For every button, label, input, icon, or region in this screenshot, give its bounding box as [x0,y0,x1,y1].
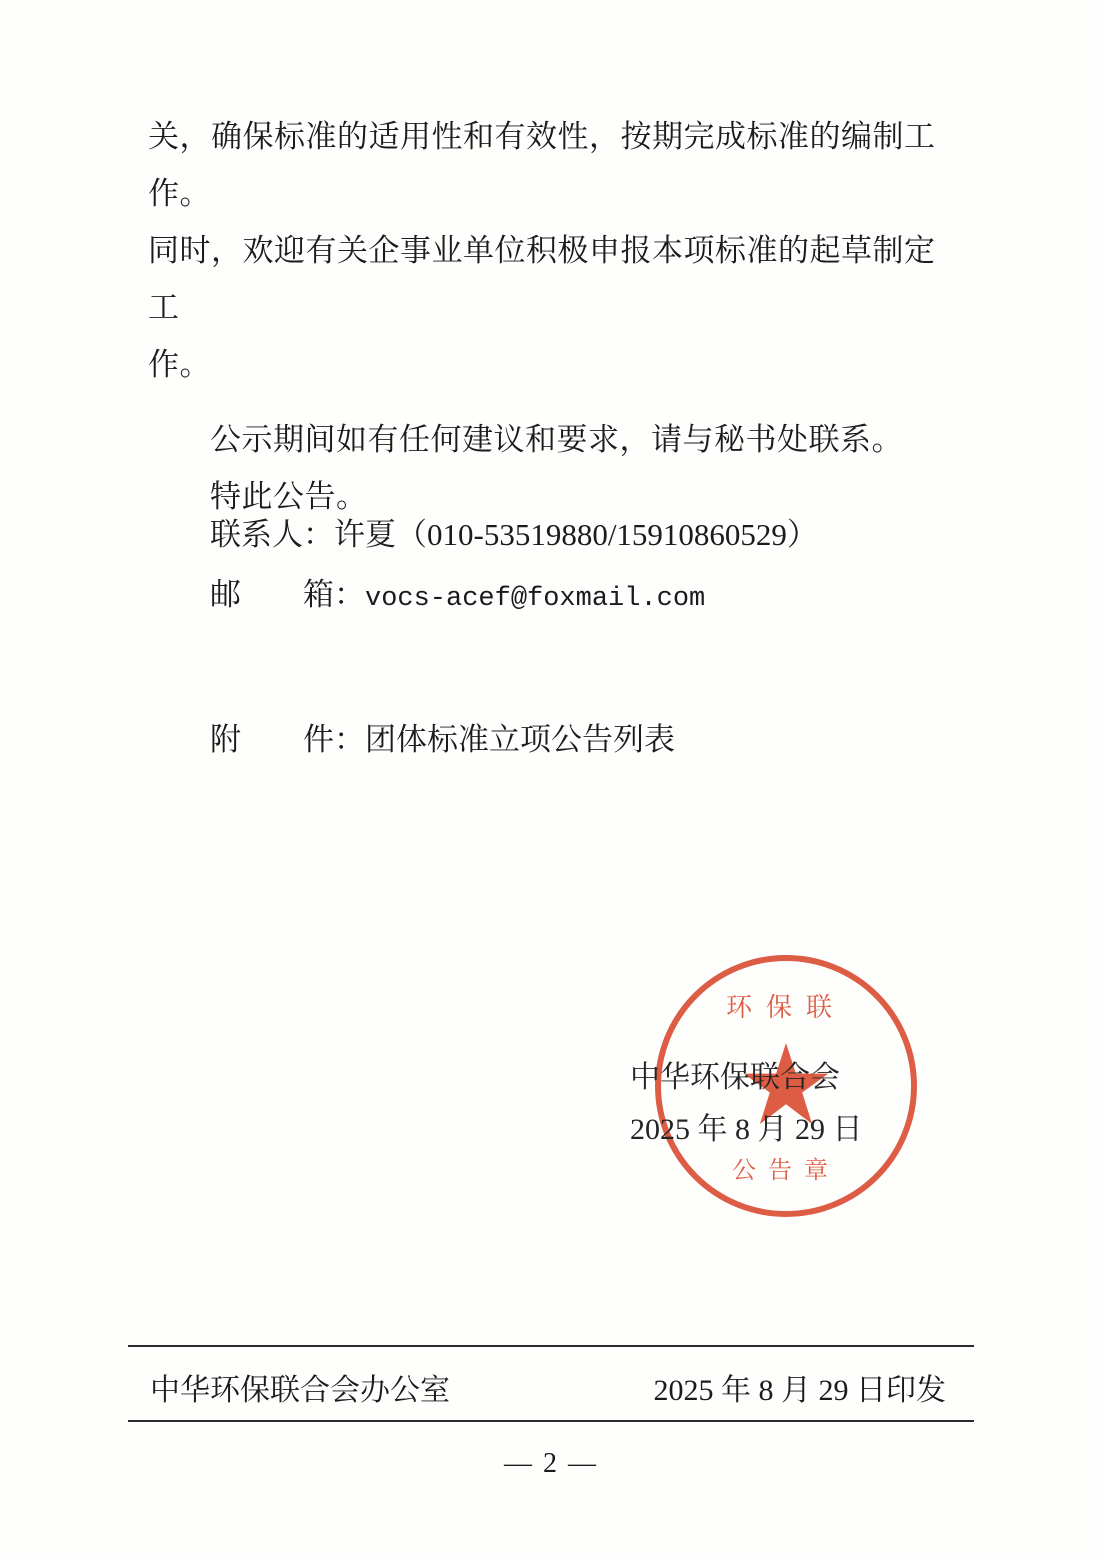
footer-divider-bottom [128,1420,974,1422]
paragraph-continuation-line-1: 关，确保标准的适用性和有效性，按期完成标准的编制工作。 [148,119,936,211]
contact-email-label: 邮 箱： [210,577,365,612]
attachment-value: 团体标准立项公告列表 [365,722,675,757]
footer-divider-top [128,1345,974,1347]
contact-person-line: 联系人：许夏（010-53519880/15910860529） [210,517,818,552]
signature-date: 2025 年 8 月 29 日 [630,1113,863,1146]
page-footer [128,1358,974,1416]
signature-organization: 中华环保联合会 [630,1061,840,1094]
contact-email-line [148,565,968,629]
footer-office-name: 中华环保联合会办公室 [150,1374,450,1407]
paragraph-hereby-announced: 特此公告。 [210,479,368,514]
attachment-line [148,710,968,770]
attachment-label: 附 件： [210,722,365,757]
paragraph-continuation-line-2: 同时，欢迎有关企事业单位积极申报本项标准的起草制定工 [148,233,936,325]
seal-text-top: 环保联 [725,993,846,1022]
body-text-block [148,108,948,525]
contact-email-value: vocs-acef@foxmail.com [365,584,706,614]
page-number: — 2 — [504,1448,598,1479]
paragraph-public-notice-period: 公示期间如有任何建议和要求，请与秘书处联系。 [210,422,903,457]
seal-text-bottom: 公告章 [732,1158,840,1184]
contact-block [148,505,968,629]
paragraph-continuation-line-3: 作。 [148,347,211,382]
footer-issue-date: 2025 年 8 月 29 日印发 [653,1374,946,1407]
paragraph-spacer [148,393,948,411]
signature-block [630,1052,950,1156]
attachment-block [148,710,968,770]
